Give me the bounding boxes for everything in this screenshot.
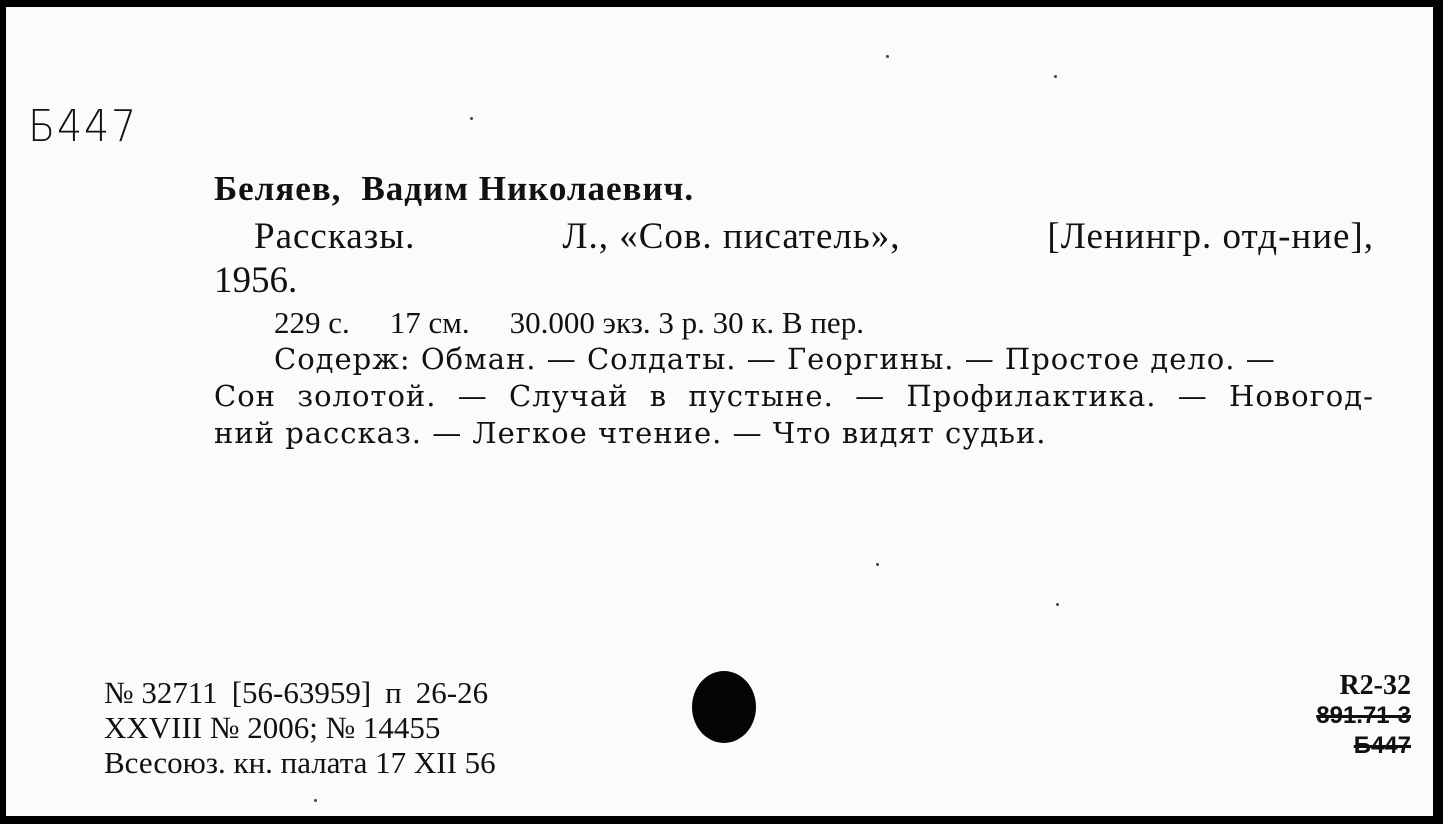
contents-word: Сон [214, 379, 276, 413]
handwritten-call-mark: Б447 [28, 101, 138, 152]
registration-row-1 [104, 675, 502, 710]
contents-word: в [649, 379, 668, 413]
contents-word: — [457, 379, 488, 413]
dust-speck [886, 55, 889, 58]
author-given-names: Вадим Николаевич. [361, 169, 695, 208]
registration-token: [56-63959] [231, 675, 372, 710]
contents-word: золотой. [297, 379, 437, 413]
physical-description [274, 305, 904, 341]
contents-word: Новогод- [1229, 379, 1374, 413]
contents-word: пустыне. [688, 379, 834, 413]
dust-speck [314, 799, 317, 802]
title-imprint-line [254, 215, 1374, 258]
classification-codes [1316, 671, 1411, 761]
dust-speck [470, 117, 473, 120]
place-publisher: Л., «Сов. писатель», [562, 216, 901, 257]
struck-udc-code: 891.71-3 [1316, 702, 1411, 729]
catalog-card [6, 7, 1433, 816]
publisher-branch: [Ленингр. отд-ние], [1047, 216, 1374, 257]
contents-line-1: Содерж: Обман. — Солдаты. — Георгины. — Простое дело. — [274, 342, 1276, 376]
contents-line-3: ний рассказ. — Легкое чтение. — Что видят судьи. [214, 416, 1047, 450]
registration-token: п [385, 675, 402, 710]
contents-word: Профилактика. [906, 379, 1157, 413]
book-title: Рассказы. [254, 216, 416, 257]
contents-word: — [855, 379, 886, 413]
registration-token: № 32711 [104, 675, 218, 710]
classification-code: R2-32 [1339, 670, 1411, 701]
registration-token: 26-26 [415, 675, 489, 710]
registration-row-2: XXVIII № 2006; № 14455 [104, 710, 441, 745]
page-count: 229 с. [274, 305, 350, 340]
author-surname: Беляев, [214, 169, 342, 208]
contents-word: Случай [509, 379, 629, 413]
contents-note [214, 341, 1374, 452]
dust-speck [1054, 75, 1057, 78]
dust-speck [876, 563, 879, 566]
copies-price: 30.000 экз. 3 р. 30 к. В пер. [509, 305, 864, 340]
punch-hole [692, 671, 756, 743]
contents-word: — [1177, 379, 1208, 413]
publication-year: 1956. [214, 260, 298, 301]
contents-line-2 [214, 378, 1374, 415]
registration-row-3: Всесоюз. кн. палата 17 XII 56 [104, 745, 496, 780]
author-heading [214, 169, 694, 209]
registration-info [104, 675, 502, 780]
book-size: 17 см. [389, 305, 470, 340]
struck-call-code: Б447 [1353, 732, 1411, 759]
dust-speck [1056, 603, 1059, 606]
